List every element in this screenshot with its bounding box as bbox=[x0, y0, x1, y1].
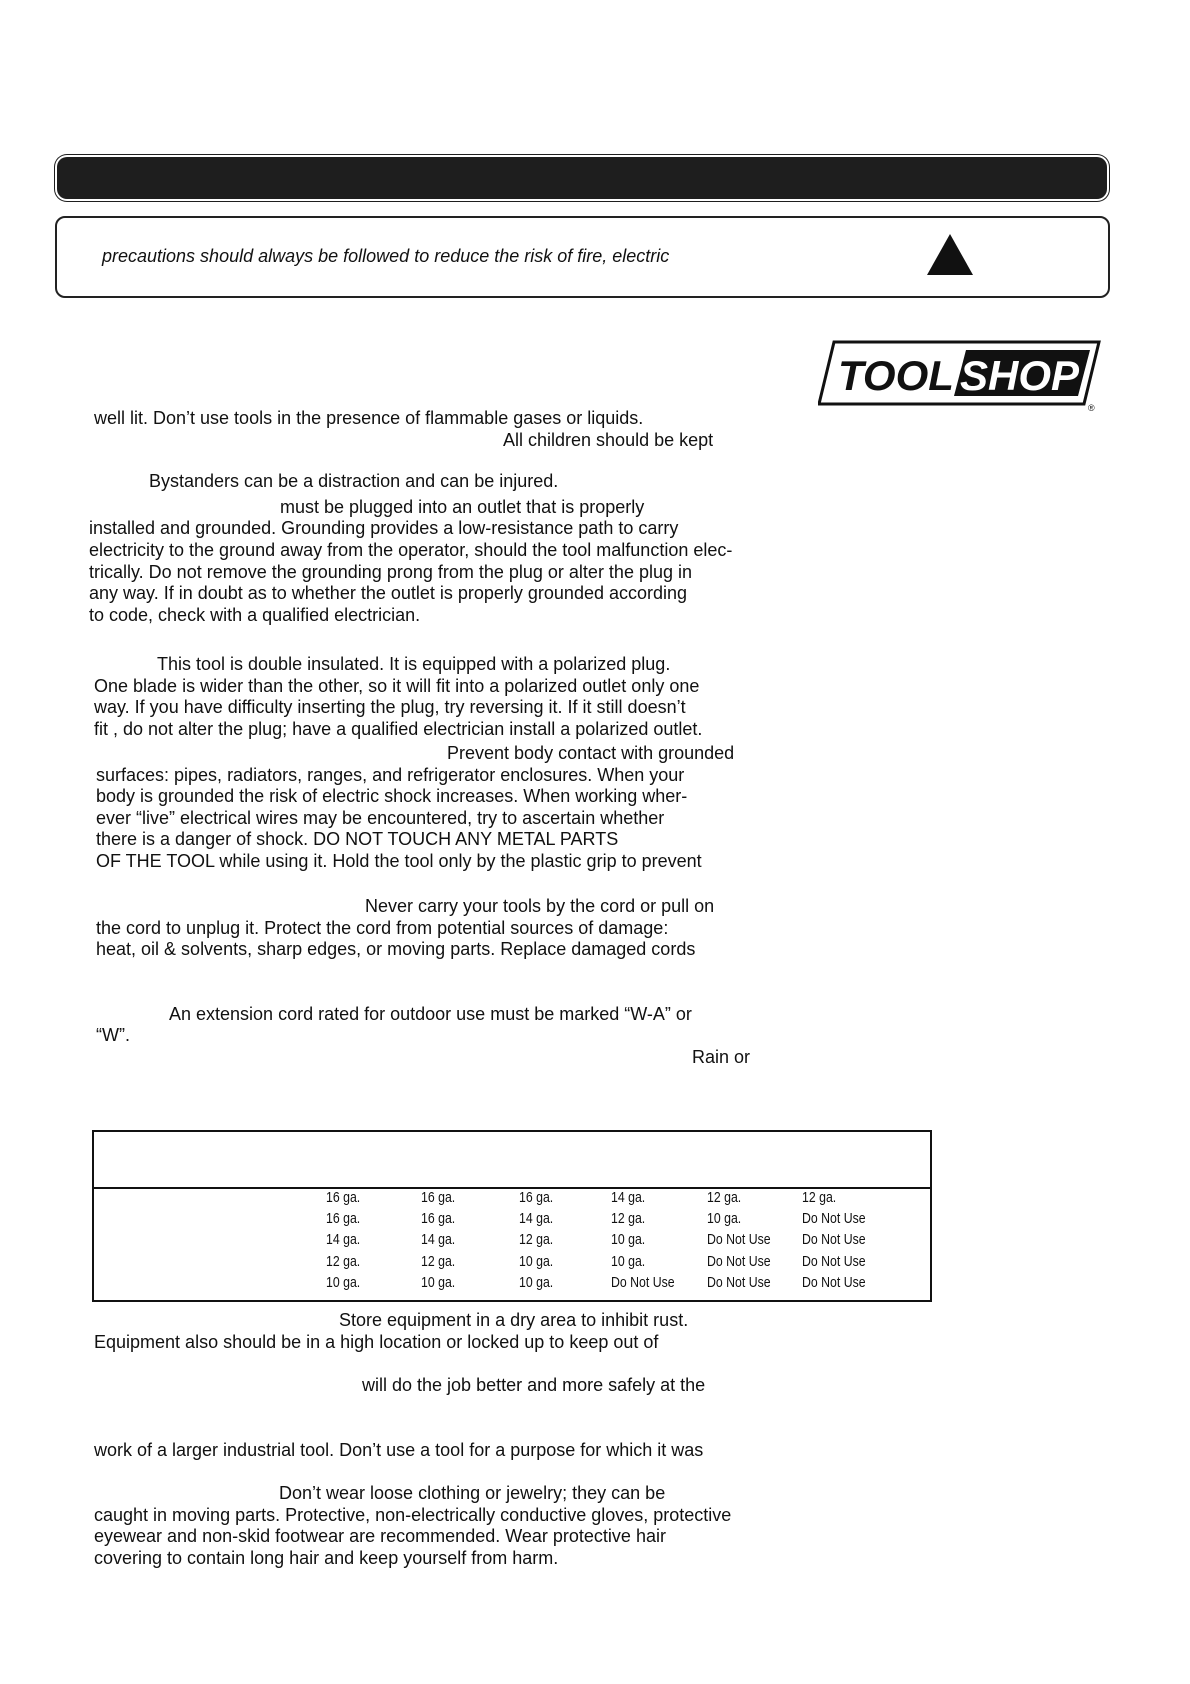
warning-triangle-icon bbox=[927, 234, 973, 275]
table-cell: Do Not Use bbox=[611, 1274, 675, 1291]
body-line: Never carry your tools by the cord or pull on bbox=[365, 896, 715, 916]
body-line: body is grounded the risk of electric shock increases. When working wher- bbox=[96, 786, 688, 806]
body-line: any way. If in doubt as to whether the outlet is properly grounded according bbox=[89, 583, 688, 603]
warning-text: precautions should always be followed to reduce the risk of fire, electric bbox=[102, 246, 670, 266]
body-line: Bystanders can be a distraction and can be injured. bbox=[149, 471, 559, 491]
body-line: must be plugged into an outlet that is properly bbox=[280, 497, 645, 517]
table-cell: 16 ga. bbox=[421, 1210, 456, 1227]
section-title-bar bbox=[57, 157, 1107, 199]
table-cell: 12 ga. bbox=[421, 1253, 456, 1270]
body-line: will do the job better and more safely at the bbox=[362, 1375, 706, 1395]
table-cell: 10 ga. bbox=[611, 1231, 646, 1248]
table-cell: 10 ga. bbox=[611, 1253, 646, 1270]
logo-tool-text: TOOL bbox=[838, 352, 954, 399]
body-line: fit , do not alter the plug; have a qualified electrician install a polarized outlet. bbox=[94, 719, 703, 739]
body-line: All children should be kept bbox=[503, 430, 714, 450]
table-cell: 16 ga. bbox=[519, 1189, 554, 1206]
body-line: Don’t wear loose clothing or jewelry; they can be bbox=[279, 1483, 666, 1503]
table-cell: Do Not Use bbox=[707, 1253, 771, 1270]
table-cell: 12 ga. bbox=[519, 1231, 554, 1248]
body-line: trically. Do not remove the grounding prong from the plug or alter the plug in bbox=[89, 562, 692, 582]
logo-registered-mark: ® bbox=[1088, 403, 1095, 412]
table-cell: 14 ga. bbox=[421, 1231, 456, 1248]
table-cell: 10 ga. bbox=[707, 1210, 742, 1227]
table-cell: 14 ga. bbox=[519, 1210, 554, 1227]
body-line: electricity to the ground away from the operator, should the tool malfunction elec- bbox=[89, 540, 733, 560]
logo-shop-text: SHOP bbox=[960, 352, 1080, 399]
table-cell: Do Not Use bbox=[707, 1274, 771, 1291]
table-cell: 14 ga. bbox=[611, 1189, 646, 1206]
extension-cord-gauge-table bbox=[92, 1130, 932, 1302]
table-cell: 16 ga. bbox=[326, 1210, 361, 1227]
body-line: the cord to unplug it. Protect the cord from potential sources of damage: bbox=[96, 918, 669, 938]
body-line: to code, check with a qualified electrician. bbox=[89, 605, 421, 625]
table-cell: 12 ga. bbox=[802, 1189, 837, 1206]
tool-shop-logo bbox=[818, 338, 1101, 412]
table-cell: 10 ga. bbox=[519, 1253, 554, 1270]
table-cell: 12 ga. bbox=[326, 1253, 361, 1270]
body-line: surfaces: pipes, radiators, ranges, and refrigerator enclosures. When your bbox=[96, 765, 685, 785]
table-cell: 10 ga. bbox=[326, 1274, 361, 1291]
table-cell: 16 ga. bbox=[421, 1189, 456, 1206]
body-line: well lit. Don’t use tools in the presence of flammable gases or liquids. bbox=[94, 408, 644, 428]
body-line: This tool is double insulated. It is equipped with a polarized plug. bbox=[157, 654, 671, 674]
body-line: Equipment also should be in a high location or locked up to keep out of bbox=[94, 1332, 659, 1352]
body-line: ever “live” electrical wires may be encountered, try to ascertain whether bbox=[96, 808, 665, 828]
body-line: there is a danger of shock. DO NOT TOUCH ANY METAL PARTS bbox=[96, 829, 619, 849]
body-line: Store equipment in a dry area to inhibit rust. bbox=[339, 1310, 689, 1330]
body-line: One blade is wider than the other, so it will fit into a polarized outlet only one bbox=[94, 676, 700, 696]
body-line: work of a larger industrial tool. Don’t use a tool for a purpose for which it was bbox=[94, 1440, 704, 1460]
table-cell: 12 ga. bbox=[611, 1210, 646, 1227]
table-cell: Do Not Use bbox=[802, 1274, 866, 1291]
body-line: Prevent body contact with grounded bbox=[447, 743, 735, 763]
body-line: An extension cord rated for outdoor use must be marked “W-A” or bbox=[169, 1004, 692, 1024]
body-line: Rain or bbox=[692, 1047, 751, 1067]
body-line: OF THE TOOL while using it. Hold the tool only by the plastic grip to prevent bbox=[96, 851, 702, 871]
body-line: heat, oil & solvents, sharp edges, or moving parts. Replace damaged cords bbox=[96, 939, 696, 959]
table-cell: 12 ga. bbox=[707, 1189, 742, 1206]
body-line: installed and grounded. Grounding provides a low-resistance path to carry bbox=[89, 518, 679, 538]
table-cell: 10 ga. bbox=[421, 1274, 456, 1291]
body-line: eyewear and non-skid footwear are recommended. Wear protective hair bbox=[94, 1526, 666, 1546]
table-cell: Do Not Use bbox=[802, 1210, 866, 1227]
body-line: “W”. bbox=[96, 1025, 130, 1045]
table-header bbox=[94, 1132, 930, 1189]
table-cell: Do Not Use bbox=[802, 1253, 866, 1270]
table-cell: Do Not Use bbox=[802, 1231, 866, 1248]
body-line: caught in moving parts. Protective, non-electrically conductive gloves, protective bbox=[94, 1505, 732, 1525]
table-cell: 10 ga. bbox=[519, 1274, 554, 1291]
table-cell: 14 ga. bbox=[326, 1231, 361, 1248]
body-line: way. If you have difficulty inserting the plug, try reversing it. If it still doesn’t bbox=[94, 697, 686, 717]
body-line: covering to contain long hair and keep yourself from harm. bbox=[94, 1548, 559, 1568]
table-cell: Do Not Use bbox=[707, 1231, 771, 1248]
table-cell: 16 ga. bbox=[326, 1189, 361, 1206]
